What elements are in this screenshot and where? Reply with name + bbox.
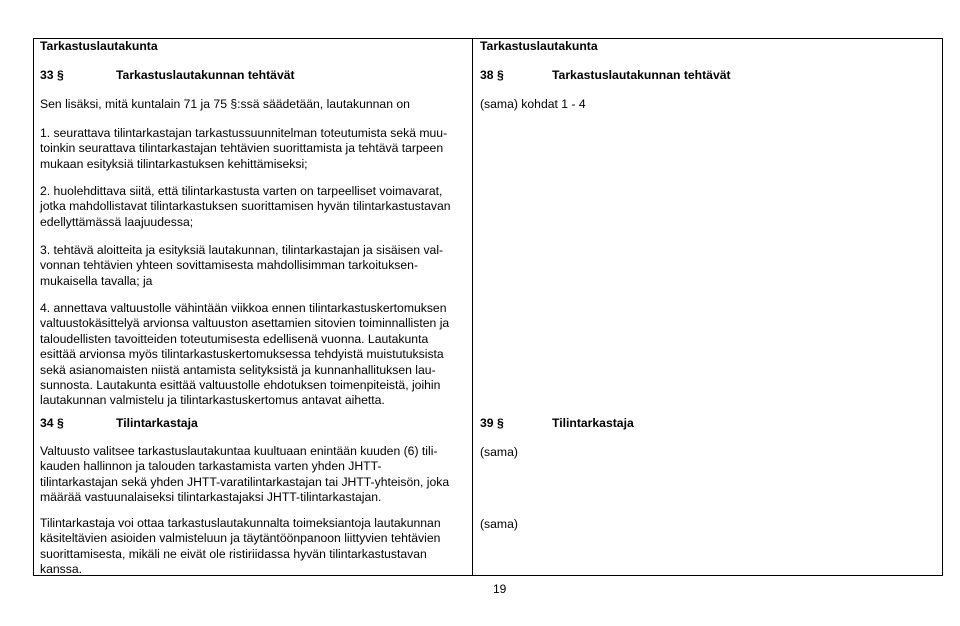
section-34-heading [40, 416, 198, 431]
item-4 [40, 301, 449, 409]
section-38-note: (sama) kohdat 1 - 4 [480, 97, 586, 111]
section-39-number: 39 § [480, 416, 504, 430]
paragraph-2-line: suorittamisesta, mikäli ne eivät ole ristiriidassa hyvän tilintarkastustavan [40, 546, 427, 561]
section-38-title: Tarkastuslautakunnan tehtävät [552, 68, 731, 82]
paragraph-2-line: kanssa. [40, 562, 83, 577]
item-3-line: 3. tehtävä aloitteita ja esityksiä lautakunnan, tilintarkastajan ja sisäisen val- [40, 243, 444, 257]
item-1-line: mukaan esityksiä tilintarkastuksen kehittämiseksi; [40, 156, 308, 171]
section-33-heading [40, 68, 295, 83]
right-header: Tarkastuslautakunta [480, 39, 598, 53]
paragraph-1-line: kauden hallinnon ja talouden tarkastamista varten yhden JHTT- [40, 459, 382, 474]
item-1 [40, 126, 447, 172]
section-34-paragraph-2 [40, 516, 441, 578]
paragraph-2-line: Tilintarkastaja voi ottaa tarkastuslautakunnalta toimeksiantoja lautakunnan [40, 516, 441, 530]
section-39-note-2: (sama) [480, 517, 518, 531]
section-33-title: Tarkastuslautakunnan tehtävät [116, 68, 295, 82]
item-3 [40, 243, 443, 289]
item-4-line: 4. annettava valtuustolle vähintään viikkoa ennen tilintarkastuskertomuksen [40, 301, 447, 315]
comparison-table [33, 38, 943, 576]
item-4-line: esittää arvionsa myös tilintarkastuskertomuksessa tehdyistä muistutuksista [40, 347, 444, 362]
item-1-line: toinkin seurattava tilintarkastajan tehtävien suorittamista ja tehtävä tarpeen [40, 141, 444, 156]
item-2-line: 2. huolehdittava siitä, että tilintarkastusta varten on tarpeelliset voimavarat, [40, 184, 443, 198]
section-39-heading [480, 416, 634, 431]
column-divider [472, 39, 473, 575]
item-2 [40, 184, 451, 230]
paragraph-1-line: tilintarkastajan sekä yhden JHTT-varatilintarkastajan tai JHTT-yhteisön, joka [40, 474, 450, 489]
item-4-line: lautakunnan valmistelu ja tilintarkastuskertomus antavat aihetta. [40, 393, 385, 408]
section-34-number: 34 § [40, 416, 64, 430]
item-4-line: sekä asianomaisten niistä antamista selityksistä ja kunnanhallituksen lau- [40, 362, 436, 377]
item-4-line: taloudellisten tavoitteiden toteutumisesta edellisenä vuonna. Lautakunta [40, 331, 429, 346]
section-33-number: 33 § [40, 68, 64, 82]
section-38-heading [480, 68, 731, 83]
section-34-paragraph-1 [40, 444, 449, 506]
item-2-line: jotka mahdollistavat tilintarkastuksen suorittamisen hyvän tilintarkastustavan [40, 199, 451, 214]
item-3-line: mukaisella tavalla; ja [40, 273, 153, 288]
item-4-line: valtuustokäsittelyä arvionsa valtuuston asettamien sitovien toiminnallisten ja [40, 316, 450, 331]
section-39-note-1: (sama) [480, 445, 518, 459]
intro-text: Sen lisäksi, mitä kuntalain 71 ja 75 §:ssä säädetään, lautakunnan on [40, 97, 410, 111]
paragraph-1-line: Valtuusto valitsee tarkastuslautakuntaa kuultuaan enintään kuuden (6) tili- [40, 444, 438, 458]
paragraph-2-line: käsiteltävien asioiden valmisteluun ja täytäntöönpanoon liittyvien tehtävien [40, 531, 441, 546]
section-39-title: Tilintarkastaja [552, 416, 634, 430]
section-34-title: Tilintarkastaja [116, 416, 198, 430]
item-4-line: sunnosta. Lautakunta esittää valtuustolle ehdotuksen toimenpiteistä, joihin [40, 378, 441, 393]
paragraph-1-line: määrää vastuunalaiseksi tilintarkastajaksi JHTT-tilintarkastajan. [40, 490, 382, 505]
page-number: 19 [493, 582, 507, 596]
item-3-line: vonnan tehtävien yhteen sovittamisesta mahdollisimman tarkoituksen- [40, 258, 419, 273]
item-1-line: 1. seurattava tilintarkastajan tarkastussuunnitelman toteutumista sekä muu- [40, 126, 448, 140]
section-38-number: 38 § [480, 68, 504, 82]
left-header: Tarkastuslautakunta [40, 39, 158, 53]
item-2-line: edellyttämässä laajuudessa; [40, 214, 194, 229]
